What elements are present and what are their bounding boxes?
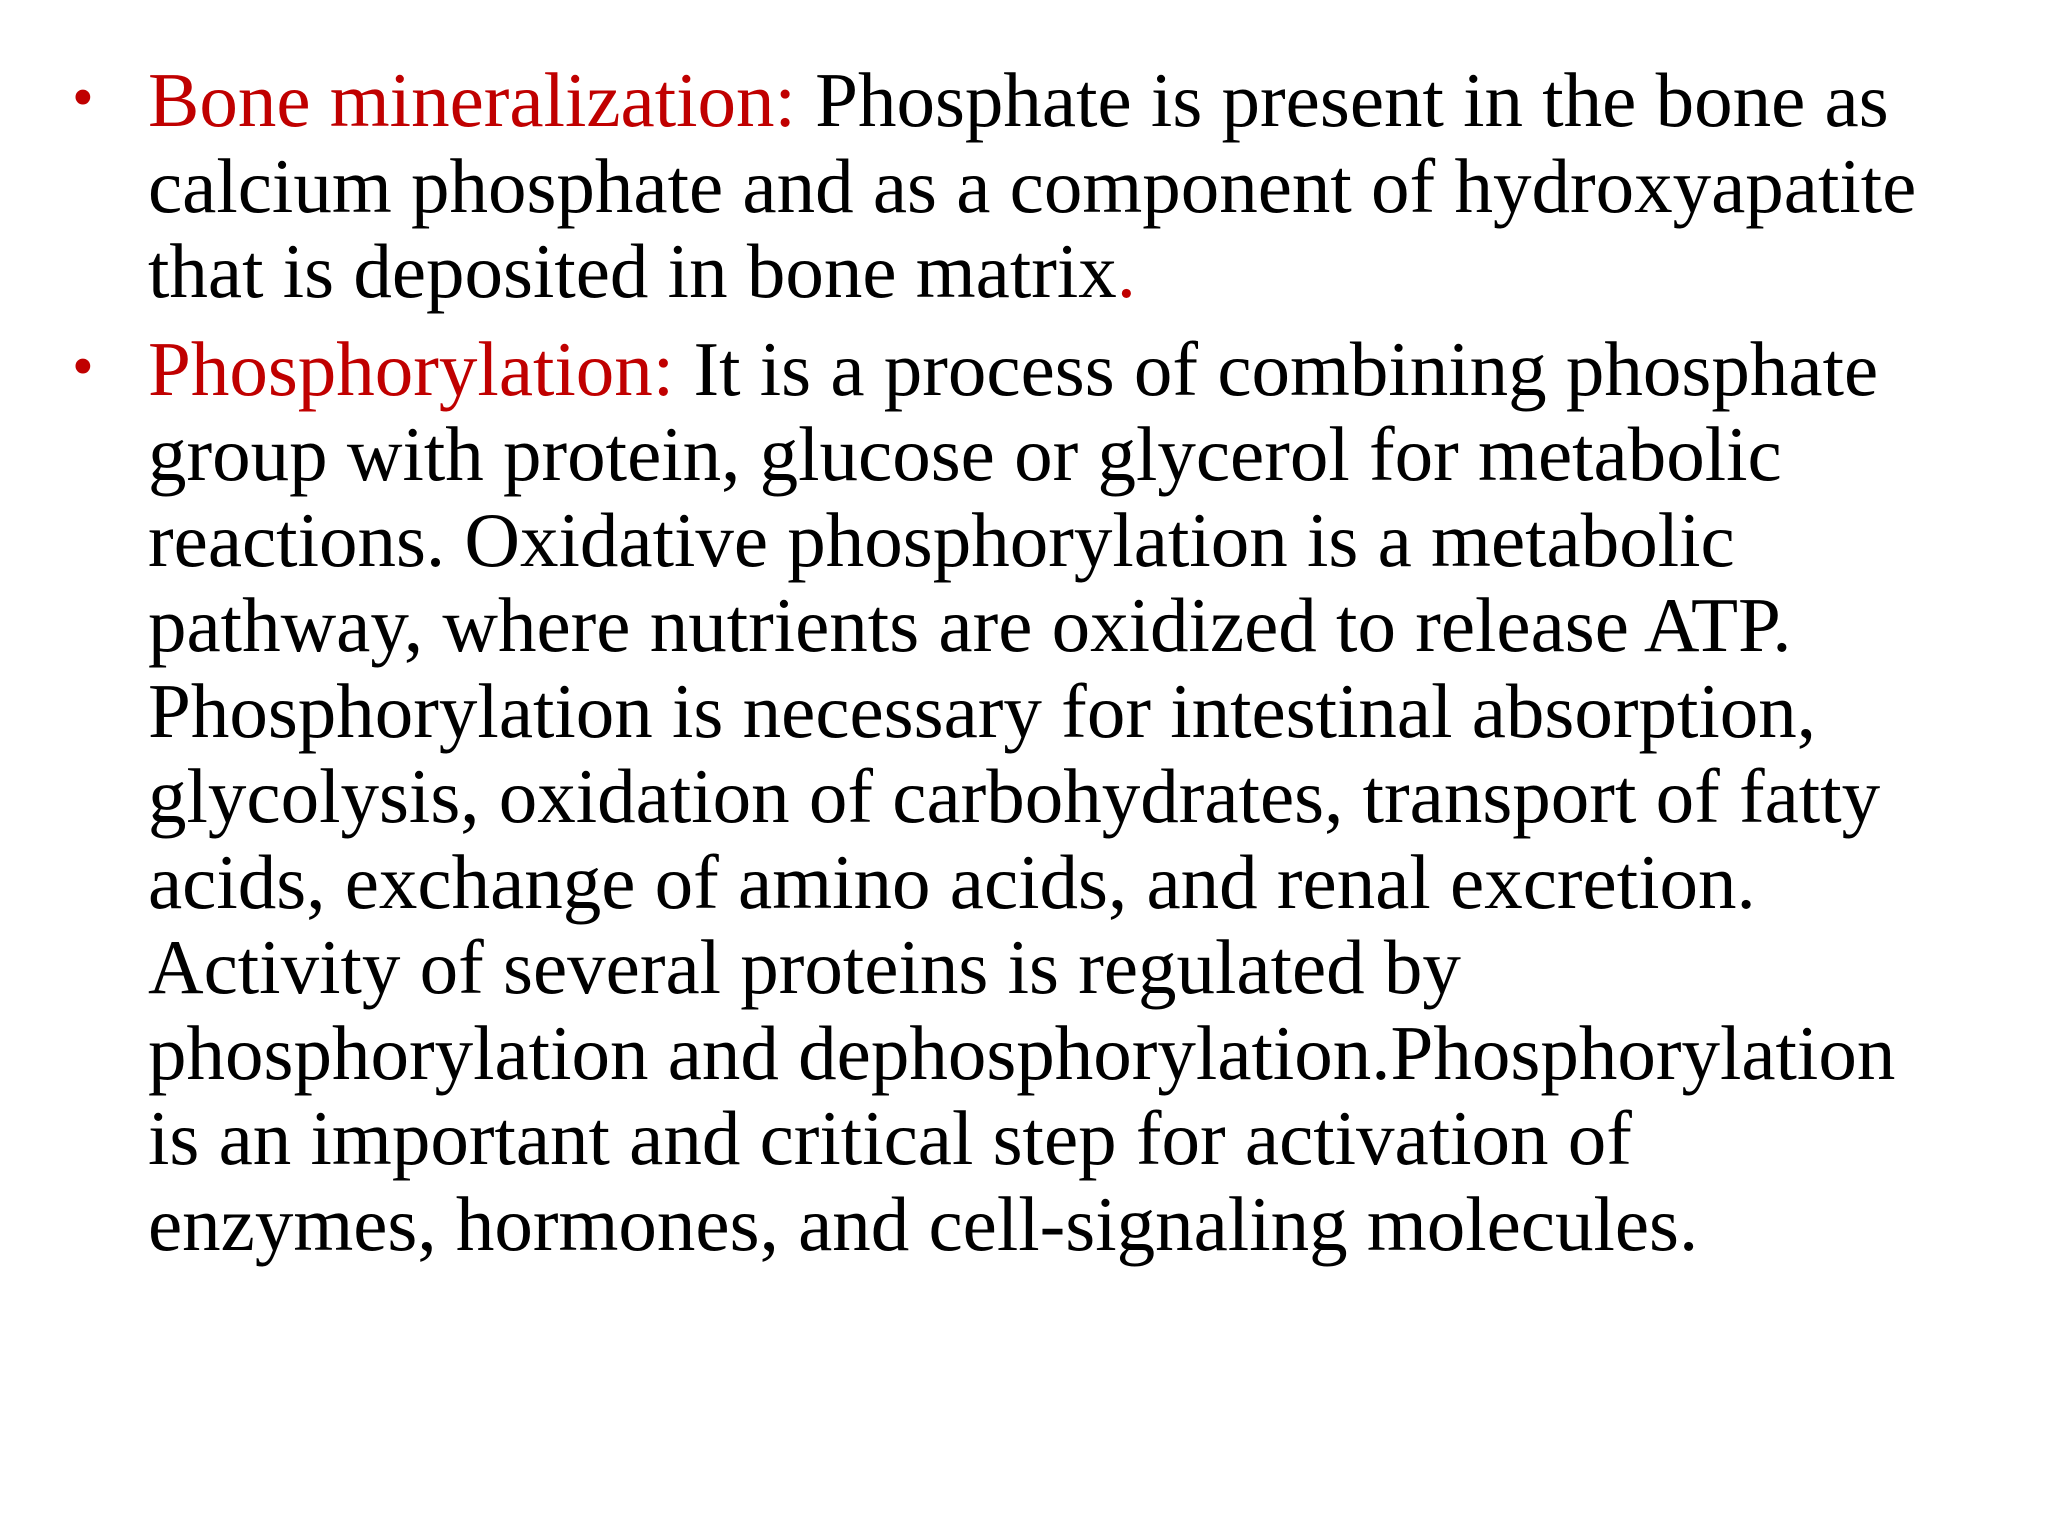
text-line [148,58,1990,144]
text-segment: that is deposited in bone matrix [148,228,1117,314]
text-segment: Phosphate is present in the bone as [815,57,1889,143]
text-line: calcium phosphate and as a component of hydroxyapatite [148,142,1917,229]
text-line: glycolysis, oxidation of carbohydrates, transport of fatty [148,753,1881,839]
text-line: reactions. Oxidative phosphorylation is a metabolic [148,496,1735,583]
text-line: Phosphorylation is necessary for intestinal absorption, [148,667,1817,754]
text-line: is an important and critical step for activation of [148,1095,1632,1181]
bullet-bone-mineralization [70,58,1990,315]
bullet-phosphorylation [70,327,1990,1268]
text-line: enzymes, hormones, and cell-signaling molecules. [148,1180,1699,1267]
trailing-period: . [1116,228,1136,314]
text-line [148,229,1990,315]
text-line: phosphorylation and dephosphorylation.Phosphorylation [148,1009,1896,1096]
text-segment: It is a process of combining phosphate [693,325,1879,412]
text-line: Activity of several proteins is regulated by [148,924,1461,1010]
text-line: group with protein, glucose or glycerol for metabolic [148,411,1782,497]
bullet-marker: • [72,332,94,401]
text-line: acids, exchange of amino acids, and renal excretion. [148,838,1756,925]
text-line: pathway, where nutrients are oxidized to release ATP. [148,582,1792,668]
term-label: Bone mineralization: [148,57,796,143]
bullet-marker: • [72,64,94,132]
text-line [148,327,1990,413]
bullet-list [70,58,1990,1279]
term-label: Phosphorylation: [148,325,675,412]
